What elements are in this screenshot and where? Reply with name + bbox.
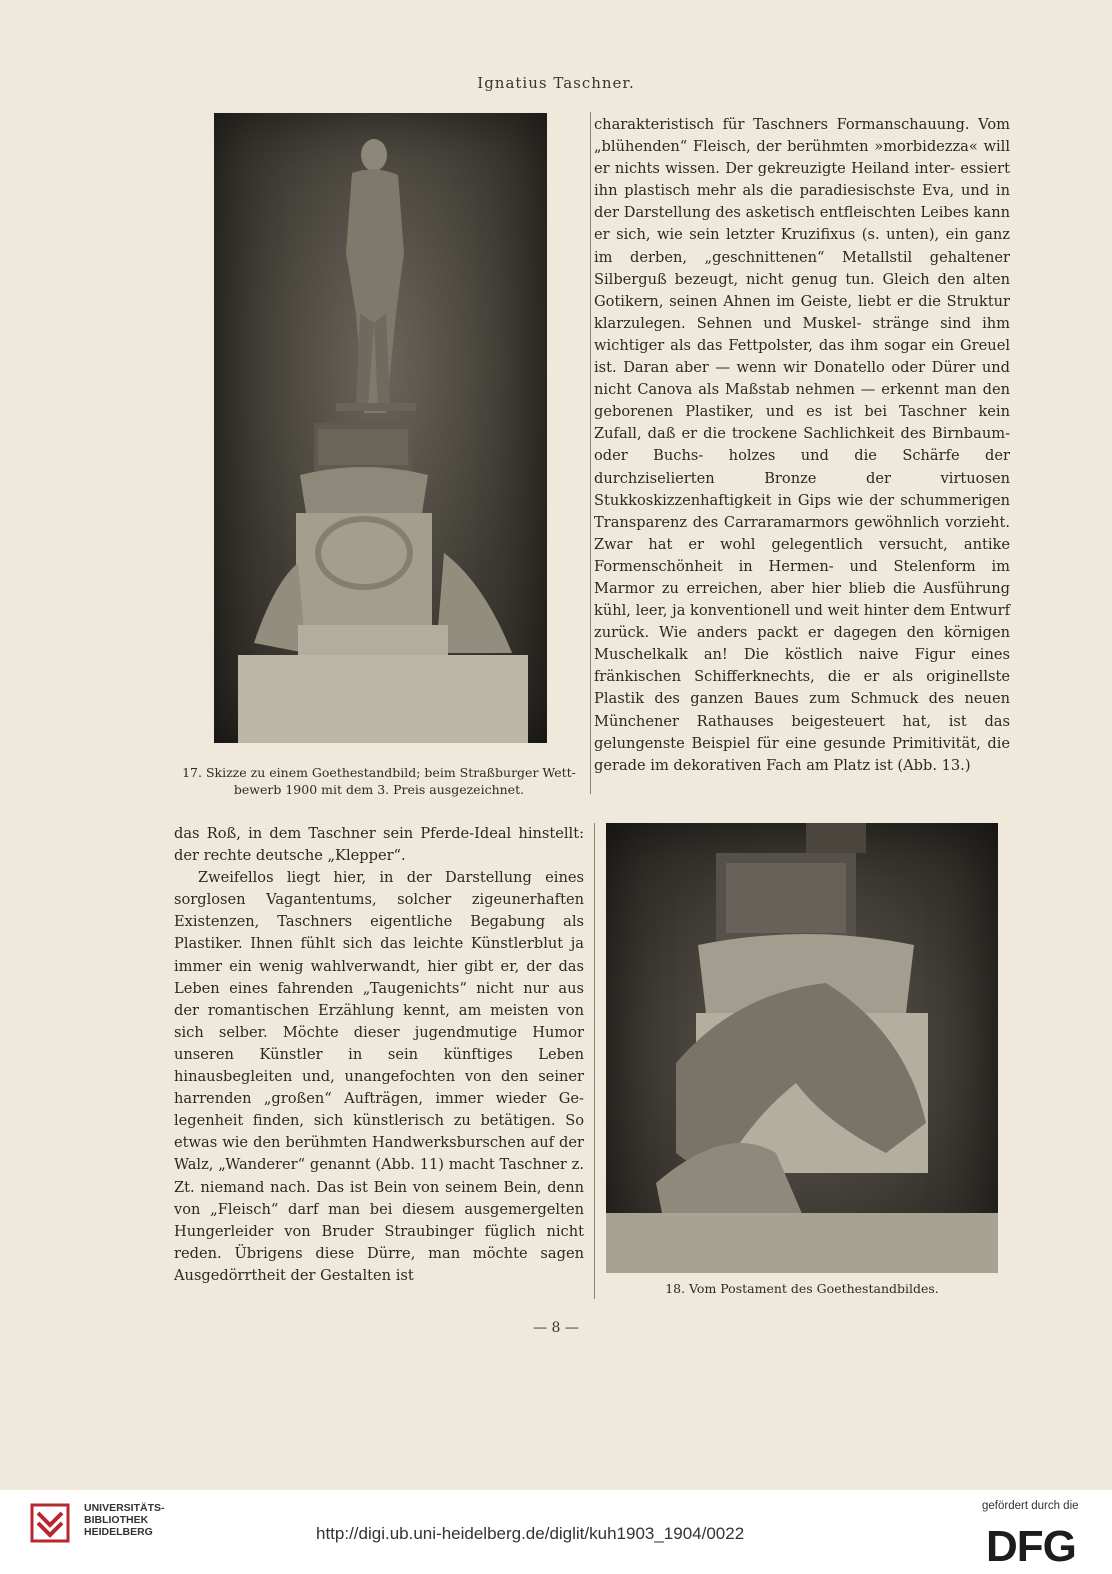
page-number: — 8 — xyxy=(533,1320,579,1336)
university-library-logo-icon xyxy=(28,1501,72,1545)
figure-17-caption xyxy=(170,764,588,798)
left-column-text xyxy=(174,823,584,1287)
paragraph: charakteristisch für Taschners Formanschauung. Vom „blühenden“ Fleisch, der berühmten »morbidezza« will er nichts wissen. Der gekreuzigte Heiland inter- essiert ihn plastisch mehr als die paradiesischste Eva, und in der Darstellung des asketisch entfleischten Leibes kann er sich, wie sein letzter Kruzifixus (s. unten), ein ganz im derben, „geschnittenen“ Metallstil gehaltener Silberguß bezeugt, nicht genug tun. Gleich den alten Gotikern, seinen Ahnen im Geiste, liebt er die Struktur klarzulegen. Sehnen und Muskel- stränge sind ihm wichtiger als das Fettpolster, das ihm sogar ein Greuel ist. Daran aber — wenn wir Donatello oder Dürer und nicht Canova als Maßstab nehmen — erkennt man den geborenen Plastiker, und es ist bei Taschner kein Zufall, daß er die trockene Sachlichkeit des Birnbaum- oder Buchs- holzes und die Schärfe der durchziselierten Bronze der virtuosen Stukkoskizzenhaftigkeit in Gips wie der schummerigen Transparenz des Carraramarmors gewöhnlich vorzieht. Zwar hat er wohl gelegentlich versucht, antike Formenschönheit in Hermen- und Stelenform im Marmor zu erreichen, aber hier blieb die Ausführung kühl, leer, ja konventionell und weit hinter dem Entwurf zurück. Wie anders packt er dagegen den körnigen Muschelkalk an! Die köstlich naive Figur eines fränkischen Schifferknechts, die er als originellste Plastik des ganzen Baues zum Schmuck des neuen Münchener Rathauses beigesteuert hat, ist das gelungenste Beispiel für eine gesunde Primitivität, die gerade im dekorativen Fach am Platz ist (Abb. 13.) xyxy=(594,116,1010,774)
paragraph: Zweifellos liegt hier, in der Darstellung eines sorglosen Vagantentums, solcher zigeunerhaften Existenzen, Taschners eigentliche Begabung als Plastiker. Ihnen fühlt sich das leichte Künstlerblut ja immer ein wenig wahlverwandt, hier gibt er, der das Leben eines fahrenden „Taugenichts“ nicht nur aus der romantischen Erzählung kennt, am meisten von sich selber. Möchte dieser jugendmutige Humor unseren Künstler in sein künftiges Leben hinausbegleiten und, unangefochten von den seiner harrenden „großen“ Aufträgen, immer wieder Ge- legenheit finden, sich künstlerisch zu betätigen. So etwas wie den berühmten Handwerksburschen auf der Walz, „Wanderer“ genannt (Abb. 11) macht Taschner z. Zt. niemand nach. Das ist Bein von seinem Bein, denn von „Fleisch“ darf man bei diesem ausgemergelten Hungerleider von Bruder Straubinger füglich nicht reden. Übrigens diese Dürre, man möchte sagen Ausgedörrtheit der Gestalten ist xyxy=(174,869,584,1284)
figure-18-pedestal-photo xyxy=(606,823,998,1273)
figure-17-caption-line1: 17. Skizze zu einem Goethestandbild; beim Straßburger Wett- xyxy=(182,765,576,780)
figure-17-statue-photo xyxy=(214,113,547,743)
paragraph: das Roß, in dem Taschner sein Pferde-Ideal hinstellt: der rechte deutsche „Klepper“. xyxy=(174,825,584,865)
figure-17-caption-line2: bewerb 1900 mit dem 3. Preis ausgezeichnet. xyxy=(233,782,525,797)
digitization-footer xyxy=(0,1490,1112,1574)
funding-note: gefördert durch die xyxy=(982,1500,1079,1512)
permalink-url[interactable]: http://digi.ub.uni-heidelberg.de/diglit/kuh1903_1904/0022 xyxy=(316,1524,745,1543)
column-divider xyxy=(590,112,591,794)
right-column-text xyxy=(594,114,1010,777)
running-head: Ignatius Taschner. xyxy=(477,74,635,92)
dfg-logo: DFG xyxy=(986,1522,1076,1571)
figure-18-caption: 18. Vom Postament des Goethestandbildes. xyxy=(665,1281,939,1296)
column-divider-lower xyxy=(594,823,595,1299)
library-name: UNIVERSITÄTS- BIBLIOTHEK HEIDELBERG xyxy=(84,1502,165,1538)
